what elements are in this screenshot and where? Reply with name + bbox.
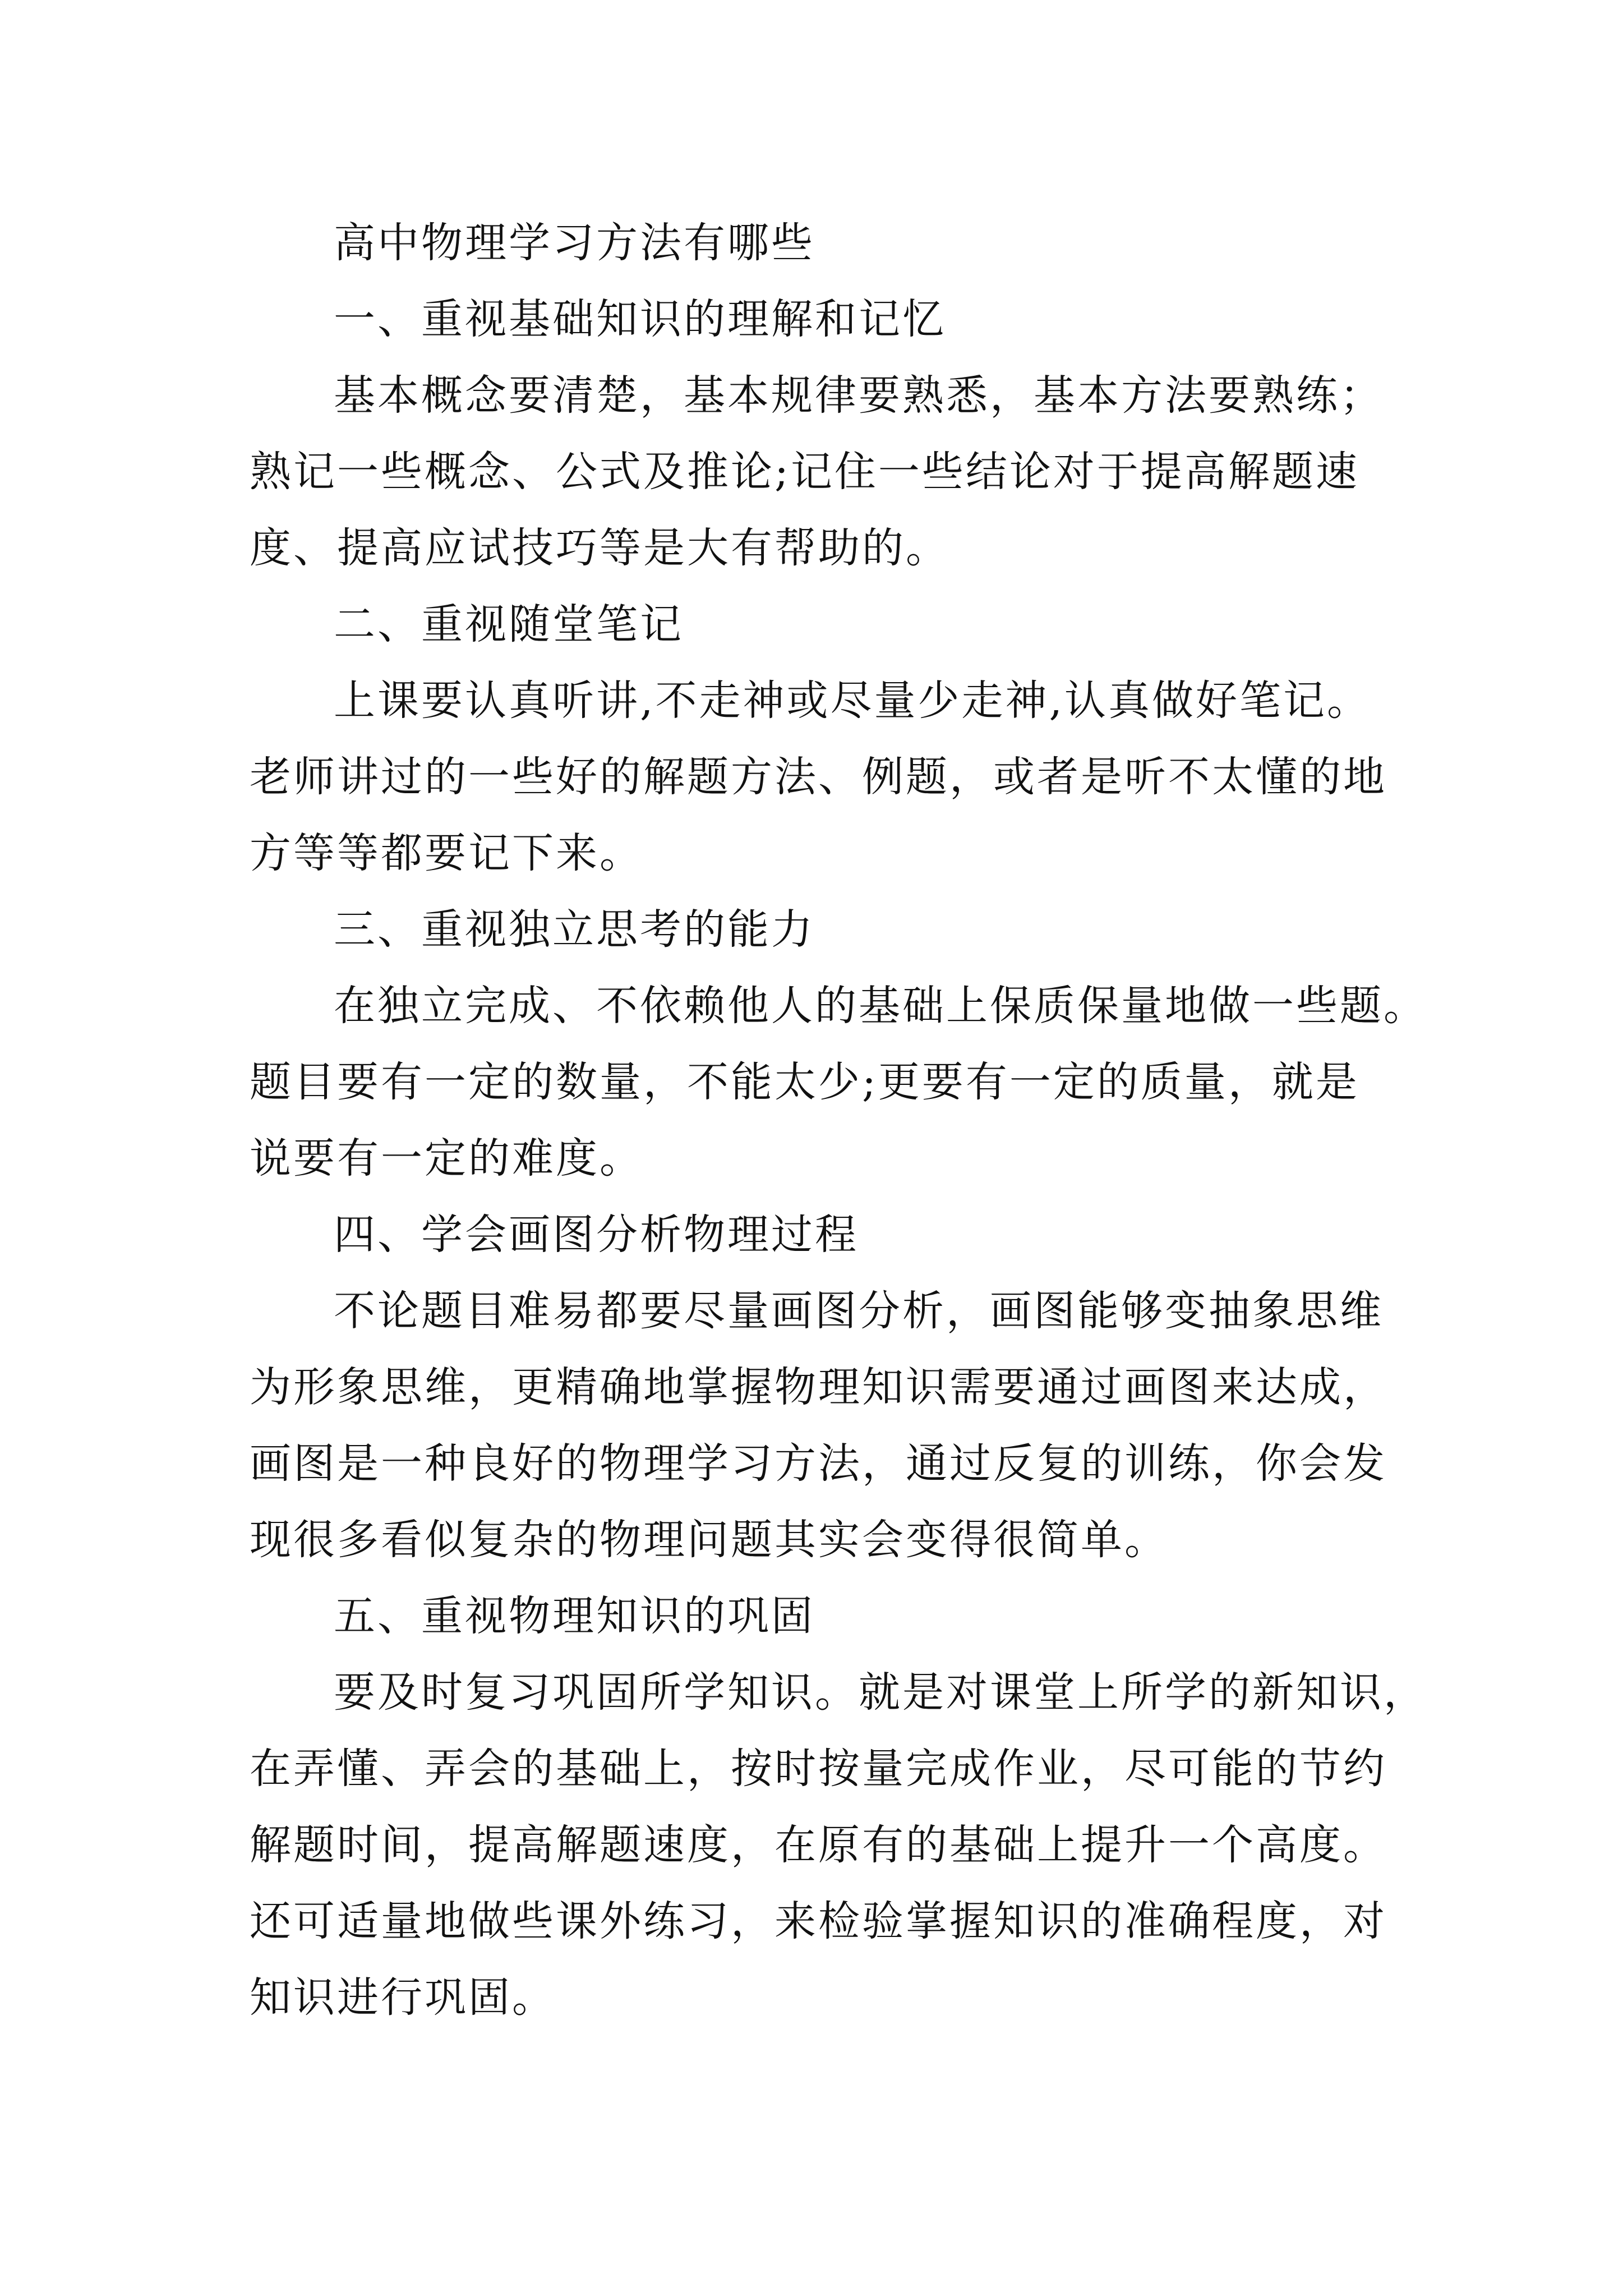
paragraph-line: 基本概念要清楚，基本规律要熟悉，基本方法要熟练； xyxy=(334,371,1384,420)
section-heading: 五、重视物理知识的巩固 xyxy=(334,1592,815,1640)
paragraph-line: 方等等都要记下来。 xyxy=(250,829,643,877)
document-title: 高中物理学习方法有哪些 xyxy=(334,219,815,267)
paragraph-line: 解题时间，提高解题速度，在原有的基础上提升一个高度。 xyxy=(250,1821,1387,1869)
paragraph-line: 要及时复习巩固所学知识。就是对课堂上所学的新知识， xyxy=(334,1668,1427,1717)
document-body xyxy=(250,205,1427,2036)
section-heading: 三、重视独立思考的能力 xyxy=(334,905,815,954)
section-heading: 四、学会画图分析物理过程 xyxy=(334,1211,859,1259)
paragraph-line: 在独立完成、不依赖他人的基础上保质保量地做一些题。 xyxy=(334,982,1427,1030)
paragraph-line: 说要有一定的难度。 xyxy=(250,1134,643,1182)
paragraph-line: 熟记一些概念、公式及推论;记住一些结论对于提高解题速 xyxy=(250,448,1359,496)
paragraph-line: 画图是一种良好的物理学习方法，通过反复的训练，你会发 xyxy=(250,1439,1387,1488)
paragraph-line: 还可适量地做些课外练习，来检验掌握知识的准确程度，对 xyxy=(250,1897,1387,1945)
paragraph-line: 度、提高应试技巧等是大有帮助的。 xyxy=(250,524,949,572)
paragraph-line: 为形象思维，更精确地掌握物理知识需要通过画图来达成， xyxy=(250,1363,1387,1411)
paragraph-line: 现很多看似复杂的物理问题其实会变得很简单。 xyxy=(250,1516,1168,1564)
paragraph-line: 知识进行巩固。 xyxy=(250,1973,556,2022)
section-heading: 一、重视基础知识的理解和记忆 xyxy=(334,295,946,343)
paragraph-line: 题目要有一定的数量，不能太少;更要有一定的质量，就是 xyxy=(250,1058,1359,1106)
paragraph-line: 在弄懂、弄会的基础上，按时按量完成作业，尽可能的节约 xyxy=(250,1745,1387,1793)
paragraph-line: 老师讲过的一些好的解题方法、例题，或者是听不太懂的地 xyxy=(250,753,1387,801)
paragraph-line: 不论题目难易都要尽量画图分析，画图能够变抽象思维 xyxy=(334,1287,1384,1335)
paragraph-line: 上课要认真听讲,不走神或尽量少走神,认真做好笔记。 xyxy=(334,677,1371,725)
section-heading: 二、重视随堂笔记 xyxy=(334,600,684,648)
